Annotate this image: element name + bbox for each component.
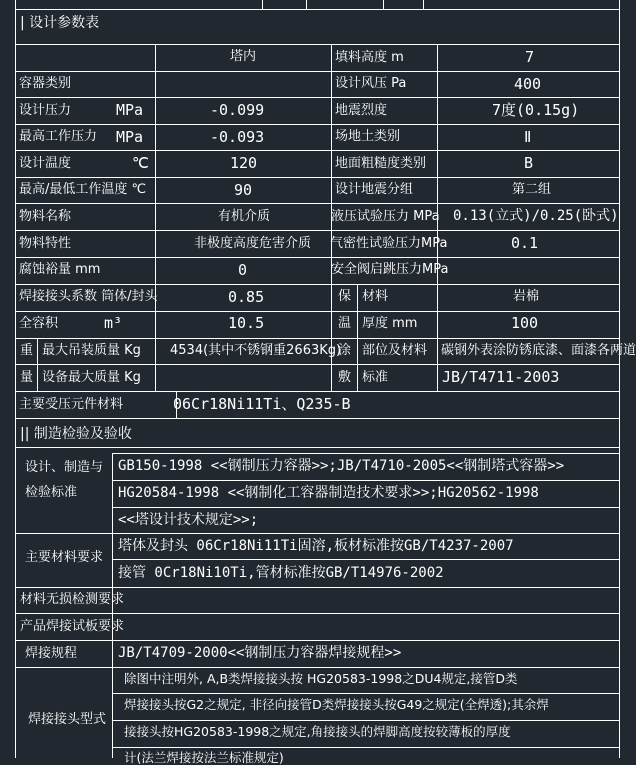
row-5-right-value: 第二组 <box>512 182 552 197</box>
standards-label-line-1: 设计、制造与 <box>25 460 104 475</box>
row-6-left-label: 物料名称 <box>19 209 72 224</box>
row-0-right-value: 7 <box>525 48 535 66</box>
row-7-right-label: 气密性试验压力MPa <box>330 236 448 251</box>
row-3-left-unit: MPa <box>116 128 144 146</box>
row-6-right-value: 0.13(立式)/0.25(卧式) <box>453 208 619 224</box>
weld-joint-type-label: 焊接接头型式 <box>28 712 107 727</box>
welding-procedure-line-1: JB/T4709-2000<<钢制压力容器焊接规程>> <box>118 645 402 661</box>
row-5-right-label: 设计地震分组 <box>335 182 414 197</box>
row-6-left-value: 有机介质 <box>218 209 271 224</box>
row-9-left-label: 焊接接头系数 筒体/封头 <box>19 289 158 304</box>
row-2-left-unit: MPa <box>116 101 144 119</box>
row-6-right-label: 液压试验压力 MPa <box>331 209 440 224</box>
row-5-left-label: 最高/最低工作温度 ℃ <box>19 182 147 197</box>
row-4-left-value: 120 <box>230 154 258 172</box>
row-8-left-value: 0 <box>238 261 248 279</box>
row-1-right-label: 设计风压 Pa <box>335 76 407 91</box>
section-1-title: | 设计参数表 <box>20 15 100 31</box>
weld-test-plate-label: 产品焊接试板要求 <box>20 619 125 634</box>
main-material-value: 06Cr18Ni11Ti、Q235-B <box>173 395 351 413</box>
paint-group-char-1: 涂 <box>338 343 352 358</box>
max-equipment-mass-label: 设备最大质量 Kg <box>42 370 141 385</box>
weld-joint-line-2: 焊接接头按G2之规定, 非径向接管D类焊接接头按G49之规定(全焊透);其余焊 <box>124 697 549 712</box>
insulation-material-value: 岩棉 <box>513 289 540 304</box>
paint-standard-label: 标准 <box>362 370 389 385</box>
row-7-left-label: 物料特性 <box>19 236 72 251</box>
paint-parts-label: 部位及材料 <box>362 343 428 358</box>
standards-label-line-2: 检验标准 <box>25 485 78 500</box>
row-3-left-value: -0.093 <box>210 128 265 146</box>
standards-line-1: GB150-1998 <<钢制压力容器>>;JB/T4710-2005<<钢制塔式容器>> <box>118 458 565 474</box>
insulation-group-char-2: 温 <box>338 316 352 331</box>
weld-joint-line-1: 除图中注明外, A,B类焊接接头按 HG20583-1998之DU4规定,接管D类 <box>124 671 518 686</box>
material-requirements-label: 主要材料要求 <box>25 550 104 565</box>
max-lift-mass-label: 最大吊装质量 Kg <box>42 343 141 358</box>
standards-line-3: <<塔设计技术规定>>; <box>118 512 259 528</box>
material-requirements-line-1: 塔体及封头 06Cr18Ni11Ti固溶,板材标准按GB/T4237-2007 <box>118 538 514 554</box>
row-4-left-label: 设计温度 <box>19 156 72 171</box>
insulation-material-label: 材料 <box>362 289 389 304</box>
insulation-group-char-1: 保 <box>338 289 352 304</box>
main-material-label: 主要受压元件材料 <box>19 397 124 412</box>
row-2-left-value: -0.099 <box>210 101 265 119</box>
row-3-right-value: Ⅱ <box>524 128 532 146</box>
paint-group-char-2: 敷 <box>338 370 352 385</box>
row-10-left-label: 全容积 <box>19 316 59 331</box>
ndt-requirements-label: 材料无损检测要求 <box>20 592 125 607</box>
paint-standard-value: JB/T4711-2003 <box>442 368 560 386</box>
material-requirements-line-2: 接管 0Cr18Ni10Ti,管材标准按GB/T14976-2002 <box>118 565 444 581</box>
row-7-right-value: 0.1 <box>511 234 539 252</box>
row-2-right-value: 7度(0.15g) <box>492 101 580 119</box>
row-3-right-label: 场地土类别 <box>335 129 401 144</box>
row-8-right-label: 安全阀启跳压力MPa <box>331 262 449 277</box>
row-9-left-value: 0.85 <box>228 288 265 306</box>
weight-group-char-2: 量 <box>20 370 34 385</box>
row-3-left-label: 最高工作压力 <box>19 129 98 144</box>
standards-line-2: HG20584-1998 <<钢制化工容器制造技术要求>>;HG20562-1998 <box>118 485 539 501</box>
insulation-thickness-label: 厚度 mm <box>362 316 418 331</box>
row-8-left-label: 腐蚀裕量 mm <box>19 262 101 277</box>
section-2-title: || 制造检验及验收 <box>20 426 132 442</box>
weld-joint-line-3: 接接头按HG20583-1998之规定,角接接头的焊脚高度按较薄板的厚度 <box>124 724 511 739</box>
row-4-left-unit: ℃ <box>132 154 149 172</box>
row-5-left-value: 90 <box>234 181 253 199</box>
row-2-right-label: 地震烈度 <box>335 103 388 118</box>
insulation-thickness-value: 100 <box>511 314 539 332</box>
row-2-left-label: 设计压力 <box>19 103 72 118</box>
row-7-left-value: 非极度高度危害介质 <box>194 236 312 251</box>
row-10-left-value: 10.5 <box>228 314 265 332</box>
row-1-right-value: 400 <box>514 75 542 93</box>
paint-parts-value: 碳钢外表涂防锈底漆、面漆各两道 <box>441 343 636 358</box>
row-0-right-label: 填料高度 m <box>335 50 404 65</box>
row-1-left-label: 容器类别 <box>19 76 72 91</box>
max-lift-mass-value: 4534(其中不锈钢重2663Kg) <box>170 343 342 358</box>
row-10-left-unit: m³ <box>104 314 123 332</box>
column-header-tower: 塔内 <box>230 49 257 64</box>
weight-group-char-1: 重 <box>20 343 34 358</box>
row-4-right-value: B <box>524 154 534 172</box>
welding-procedure-label: 焊接规程 <box>25 646 78 661</box>
weld-joint-line-4: 计(法兰焊接按法兰标准规定) <box>124 750 284 765</box>
row-4-right-label: 地面粗糙度类别 <box>335 156 427 171</box>
